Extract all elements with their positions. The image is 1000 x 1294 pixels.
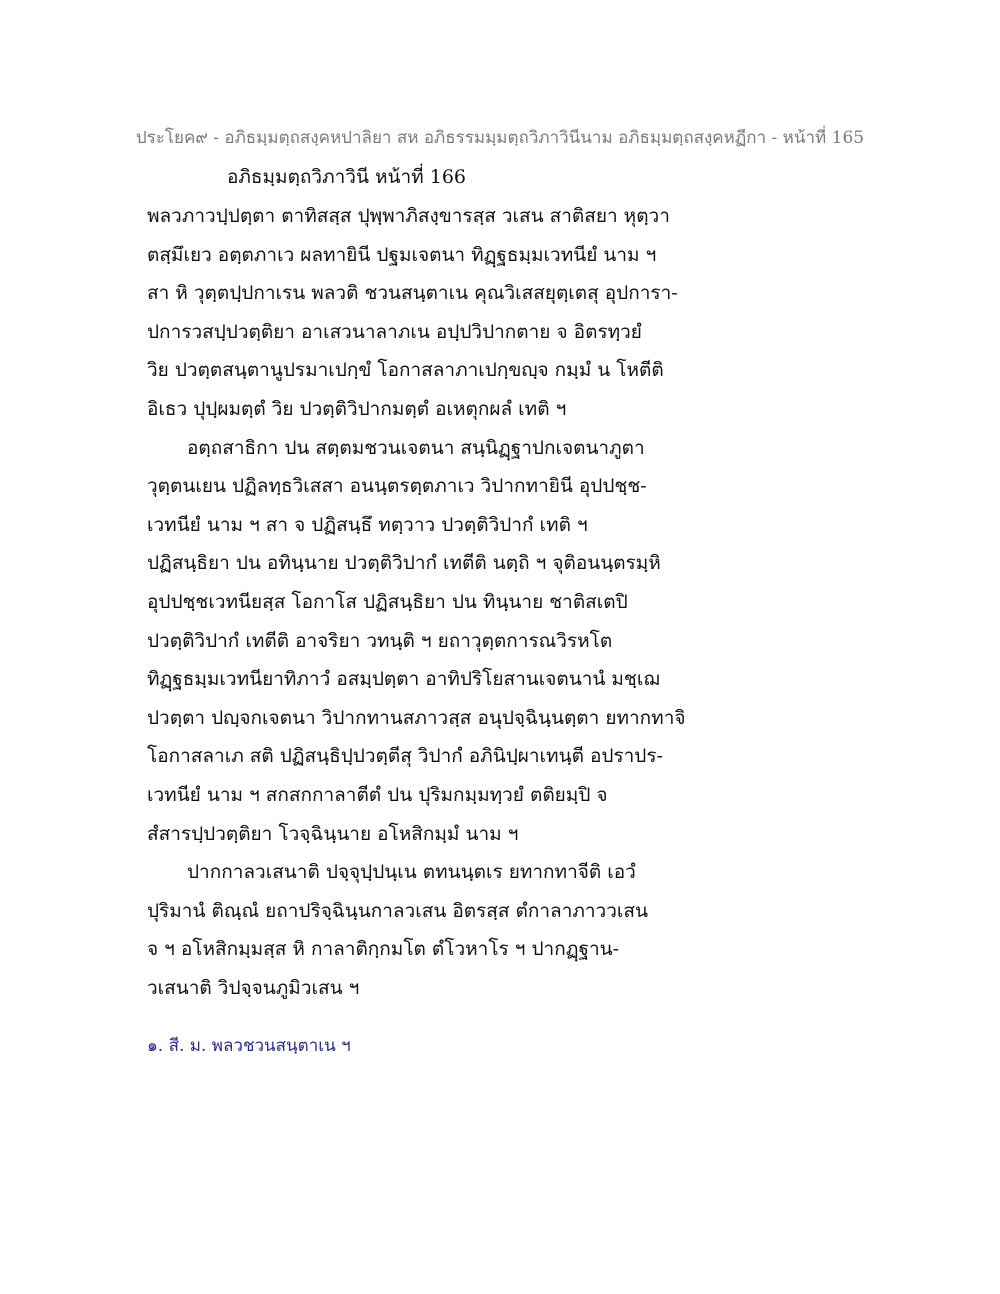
running-header: ประโยค๙ - อภิธมฺมตฺถสงฺคหปาลิยา สห อภิธรรมมฺมตฺถวิภาวินีนาม อภิธมฺมตฺถสงฺคหฏีกา - หน้าที่ 165 — [135, 128, 865, 148]
text-line: ปการวสปฺปวตฺติยา อาเสวนาลาภเน อปฺปวิปากตาย จ อิตรทฺวยํ — [147, 320, 642, 343]
text-line: สํสารปฺปวตฺติยา โวจฺฉินฺนาย อโหสิกมฺมํ นาม ฯ — [147, 822, 519, 845]
text-line: ปฏิสนฺธิยา ปน อทินฺนาย ปวตฺติวิปากํ เทตีติ นตฺถิ ฯ จุติอนนฺตรมฺหิ — [147, 552, 661, 575]
text-line: จ ฯ อโหสิกมฺมสฺส หิ กาลาติกฺกมโต ตํโวหาโร ฯ ปากฏฺฐาน- — [147, 938, 620, 961]
text-line: โอกาสลาเภ สติ ปฏิสนฺธิปฺปวตฺตีสุ วิปากํ อภินิปฺผาเทนฺตี อปราปร- — [147, 745, 663, 768]
body-text — [147, 197, 707, 1007]
paragraph-start-line: ปากกาลวเสนาติ ปจฺจุปฺปนฺเน ตทนนฺตเร ยทากทาจีติ เอวํ — [187, 861, 636, 884]
text-line: วุตฺตนเยน ปฏิลทฺธวิเสสา อนนฺตรตฺตภาเว วิปากทายินี อุปปชฺช- — [147, 475, 647, 498]
text-line: พลวภาวปฺปตฺตา ตาทิสสฺส ปุพฺพาภิสงฺขารสฺส วเสน สาติสยา หุตฺวา — [147, 205, 670, 227]
text-line: ทิฏฺฐธมฺมเวทนียาทิภาวํ อสมฺปตฺตา อาทิปริโยสานเจตนานํ มชฺเฌ — [147, 668, 660, 691]
text-line: สา หิ วุตฺตปฺปกาเรน พลวติ ชวนสนฺตาเน คุณวิเสสยุตฺเตสุ อุปการา- — [147, 282, 678, 305]
text-line: วิย ปวตฺตสนฺตานูปรมาเปกฺขํ โอกาสลาภาเปกฺขญฺจ กมฺมํ น โหตีติ — [147, 359, 664, 382]
text-line: ตสฺมึเยว อตฺตภาเว ผลทายินี ปฐมเจตนา ทิฏฺฐธมฺมเวทนียํ นาม ฯ — [147, 243, 657, 266]
footnote: ๑. สี. ม. พลวชวนสนฺตาเน ฯ — [147, 1036, 351, 1056]
text-line: อุปปชฺชเวทนียสฺส โอกาโส ปฏิสนฺธิยา ปน ทินฺนาย ชาติสเตปิ — [147, 590, 628, 613]
text-line: อิเธว ปุปฺผมตฺตํ วิย ปวตฺติวิปากมตฺตํ อเหตุกผลํ เทติ ฯ — [147, 397, 567, 420]
text-line: ปวตฺตา ปญฺจกเจตนา วิปากทานสภาวสฺส อนุปจฺฉินฺนตฺตา ยทากทาจิ — [147, 706, 686, 729]
text-line: เวทนียํ นาม ฯ สกสกกาลาตีตํ ปน ปุริมกมฺมทฺวยํ ตติยมฺปิ จ — [147, 783, 608, 806]
text-line: วเสนาติ วิปจฺจนภูมิวเสน ฯ — [147, 976, 360, 999]
text-line: ปุริมานํ ติณฺณํ ยถาปริจฺฉินฺนกาลวเสน อิตรสฺส ตํกาลาภาววเสน — [147, 899, 648, 922]
page-heading: อภิธมฺมตฺถวิภาวินี หน้าที่ 166 — [227, 166, 466, 188]
text-line: เวทนียํ นาม ฯ สา จ ปฏิสนฺธึ ทตฺวาว ปวตฺติวิปากํ เทติ ฯ — [147, 513, 588, 536]
paragraph-start-line: อตฺถสาธิกา ปน สตฺตมชวนเจตนา สนฺนิฏฺฐาปกเจตนาภูตา — [187, 436, 645, 459]
text-line: ปวตฺติวิปากํ เทตีติ อาจริยา วทนฺติ ฯ ยถาวุตฺตการณวิรหโต — [147, 629, 613, 652]
